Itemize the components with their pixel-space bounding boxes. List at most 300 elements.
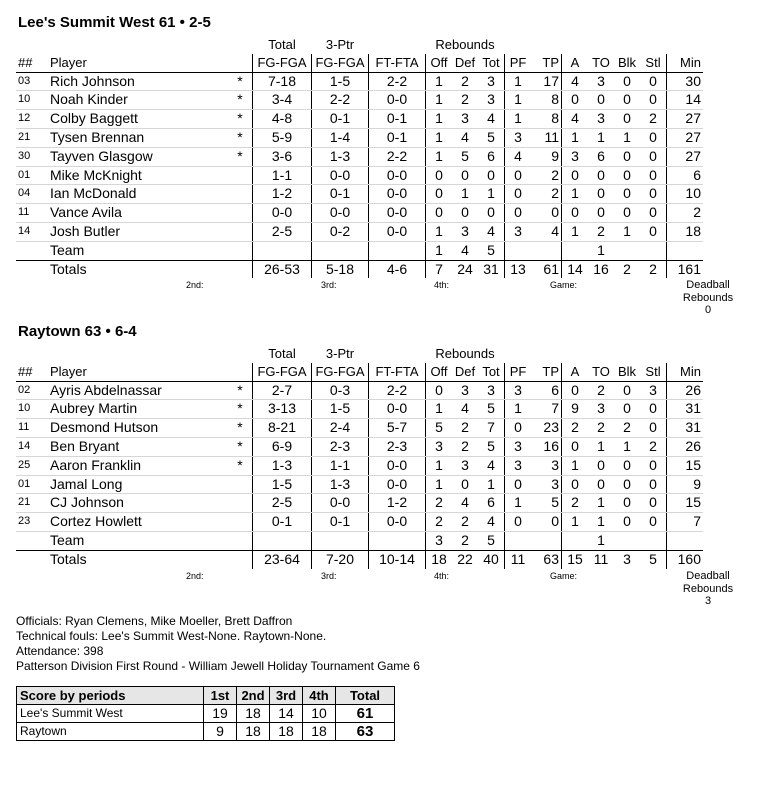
totals-pf: 13 (505, 260, 532, 278)
player-row (16, 72, 703, 91)
stat-stl: 0 (640, 204, 667, 223)
player-number: 01 (16, 475, 48, 494)
stat-pf: 3 (505, 456, 532, 475)
stat-to: 1 (588, 437, 614, 456)
player-row (16, 475, 703, 494)
stat-fg: 1-5 (253, 475, 312, 494)
totals-a: 15 (562, 550, 589, 568)
periods-header-cell: Total (336, 687, 395, 705)
stat-a: 9 (562, 400, 589, 419)
officials: Officials: Ryan Clemens, Mike Moeller, Brett Daffron (16, 614, 293, 628)
periods-cell: 18 (303, 723, 336, 741)
technical-fouls: Technical fouls: Lee's Summit West-None. Raytown-None. (16, 629, 327, 643)
player-name: Ayris Abdelnassar (48, 381, 228, 400)
stat-fg: 8-21 (253, 419, 312, 438)
stat-def: 3 (452, 222, 478, 241)
header-3fg: FG-FGA (312, 54, 369, 72)
stat-fg: 1-3 (253, 456, 312, 475)
stat-tp: 3 (531, 475, 562, 494)
deadball-rebounds-raytown: Deadball Rebounds 3 (682, 570, 734, 607)
stat-def: 2 (452, 513, 478, 532)
player-number: 25 (16, 456, 48, 475)
stat-blk: 1 (614, 437, 640, 456)
stat-stl: 2 (640, 110, 667, 129)
header-stl: Stl (640, 363, 667, 381)
stat-stl: 0 (640, 475, 667, 494)
team-label: Team (50, 531, 85, 548)
header-min: Min (667, 54, 704, 72)
stat-a: 4 (562, 72, 589, 91)
stat-tot: 1 (478, 475, 505, 494)
stat-off: 0 (426, 166, 453, 185)
stat-tp: 6 (531, 381, 562, 400)
stat-to: 3 (588, 110, 614, 129)
stat-a: 3 (562, 147, 589, 166)
stat-3fg: 0-0 (312, 494, 369, 513)
stat-a: 1 (562, 456, 589, 475)
player-number: 14 (16, 437, 48, 456)
stat-ft: 2-2 (369, 381, 426, 400)
totals-tp: 63 (531, 550, 562, 568)
stat-ft: 2-2 (369, 72, 426, 91)
stat-tot: 5 (478, 437, 505, 456)
periods-cell: 63 (336, 723, 395, 741)
player-number: 11 (16, 204, 48, 223)
stat-pf: 1 (505, 494, 532, 513)
summary-period-name: 4th: (434, 571, 450, 581)
stat-fg: 3-4 (253, 91, 312, 110)
starter-mark (228, 185, 253, 204)
stat-a: 0 (562, 91, 589, 110)
stat-fg: 1-2 (253, 185, 312, 204)
periods-header-cell: 3rd (270, 687, 303, 705)
periods-cell: 61 (336, 705, 395, 723)
stat-def: 2 (452, 419, 478, 438)
summary-period-name: Game: (550, 571, 578, 581)
stat-ft: 1-2 (369, 494, 426, 513)
stat-fg: 3-13 (253, 400, 312, 419)
stat-a: 0 (562, 475, 589, 494)
player-row (16, 494, 703, 513)
player-name: Jamal Long (48, 475, 228, 494)
stat-stl: 0 (640, 185, 667, 204)
starter-mark (228, 166, 253, 185)
stat-def: 4 (452, 494, 478, 513)
stat-to: 0 (588, 185, 614, 204)
stat-ft: 5-7 (369, 419, 426, 438)
stat-def: 2 (452, 437, 478, 456)
player-name: Tayven Glasgow (48, 147, 228, 166)
stat-pf: 3 (505, 222, 532, 241)
stat-fg: 2-5 (253, 494, 312, 513)
stat-to: 2 (588, 222, 614, 241)
stat-blk: 0 (614, 494, 640, 513)
stat-def: 0 (452, 475, 478, 494)
stat-tp: 9 (531, 147, 562, 166)
starter-mark: * (228, 456, 253, 475)
stat-ft: 0-0 (369, 91, 426, 110)
starter-mark (228, 204, 253, 223)
stat-3fg: 0-3 (312, 381, 369, 400)
team-to: 1 (597, 531, 605, 548)
stat-off: 1 (426, 475, 453, 494)
stat-to: 0 (588, 204, 614, 223)
stat-tot: 4 (478, 110, 505, 129)
player-name: Ben Bryant (48, 437, 228, 456)
stat-3fg: 2-4 (312, 419, 369, 438)
player-number: 04 (16, 185, 48, 204)
stat-min: 27 (667, 128, 704, 147)
stat-tp: 4 (531, 222, 562, 241)
stat-pf: 4 (505, 147, 532, 166)
team-off: 1 (426, 241, 453, 260)
player-row (16, 185, 703, 204)
stat-off: 1 (426, 222, 453, 241)
stat-pf: 3 (505, 128, 532, 147)
starter-mark: * (228, 147, 253, 166)
periods-cell: Lee's Summit West (17, 705, 204, 723)
stat-blk: 0 (614, 381, 640, 400)
stat-def: 4 (452, 400, 478, 419)
stat-tp: 0 (531, 513, 562, 532)
header-3ptr: 3-Ptr (325, 346, 355, 361)
team-row (16, 531, 703, 550)
player-number: 10 (16, 91, 48, 110)
totals-label: Totals (48, 260, 228, 278)
stat-stl: 0 (640, 72, 667, 91)
header-3fg: FG-FGA (312, 363, 369, 381)
stat-tot: 3 (478, 91, 505, 110)
boxscore-table-raytown (16, 345, 703, 569)
stat-tot: 5 (478, 128, 505, 147)
totals-to: 16 (588, 260, 614, 278)
stat-tp: 0 (531, 204, 562, 223)
stat-tot: 0 (478, 204, 505, 223)
stat-a: 0 (562, 166, 589, 185)
player-name: Desmond Hutson (48, 419, 228, 438)
stat-pf: 0 (505, 185, 532, 204)
periods-header-cell: 2nd (237, 687, 270, 705)
game-description: Patterson Division First Round - William Jewell Holiday Tournament Game 6 (16, 659, 420, 673)
team-title-lsw: Lee's Summit West 61 • 2-5 (18, 14, 211, 31)
player-row (16, 166, 703, 185)
stat-stl: 0 (640, 494, 667, 513)
stat-pf: 1 (505, 72, 532, 91)
stat-tp: 16 (531, 437, 562, 456)
periods-cell: 19 (204, 705, 237, 723)
totals-stl: 2 (640, 260, 667, 278)
stat-def: 3 (452, 110, 478, 129)
stat-def: 3 (452, 456, 478, 475)
stat-fg: 1-1 (253, 166, 312, 185)
team-title-raytown: Raytown 63 • 6-4 (18, 323, 137, 340)
stat-min: 26 (667, 381, 704, 400)
stat-tot: 0 (478, 166, 505, 185)
player-name: Noah Kinder (48, 91, 228, 110)
stat-min: 15 (667, 494, 704, 513)
starter-mark: * (228, 437, 253, 456)
stat-def: 5 (452, 147, 478, 166)
stat-3fg: 0-0 (312, 166, 369, 185)
stat-tp: 5 (531, 494, 562, 513)
player-name: Aubrey Martin (48, 400, 228, 419)
stat-3fg: 1-1 (312, 456, 369, 475)
stat-def: 1 (452, 185, 478, 204)
summary-period-name: 2nd: (186, 280, 204, 290)
team-row (16, 241, 703, 260)
stat-blk: 0 (614, 166, 640, 185)
stat-blk: 2 (614, 419, 640, 438)
stat-blk: 0 (614, 475, 640, 494)
stat-tot: 4 (478, 222, 505, 241)
header-row-groups (16, 36, 703, 54)
stat-tp: 11 (531, 128, 562, 147)
player-number: 30 (16, 147, 48, 166)
player-number: 21 (16, 128, 48, 147)
header-3ptr: 3-Ptr (325, 37, 355, 52)
score-by-periods-table (16, 686, 395, 741)
stat-off: 1 (426, 147, 453, 166)
stat-to: 3 (588, 72, 614, 91)
header-num: ## (16, 363, 48, 381)
stat-to: 1 (588, 128, 614, 147)
stat-fg: 2-5 (253, 222, 312, 241)
player-row (16, 400, 703, 419)
stat-ft: 0-0 (369, 185, 426, 204)
stat-fg: 0-0 (253, 204, 312, 223)
stat-pf: 0 (505, 204, 532, 223)
stat-tp: 2 (531, 185, 562, 204)
header-stl: Stl (640, 54, 667, 72)
deadball-rebounds-lsw: Deadball Rebounds 0 (682, 279, 734, 316)
stat-off: 5 (426, 419, 453, 438)
stat-off: 1 (426, 91, 453, 110)
header-blk: Blk (614, 54, 640, 72)
stat-to: 3 (588, 400, 614, 419)
stat-min: 27 (667, 147, 704, 166)
summary-period-name: 3rd: (321, 280, 337, 290)
header-tp: TP (531, 363, 562, 381)
header-blk: Blk (614, 363, 640, 381)
stat-tp: 8 (531, 110, 562, 129)
player-name: Josh Butler (48, 222, 228, 241)
stat-pf: 0 (505, 475, 532, 494)
player-number: 01 (16, 166, 48, 185)
header-rebounds: Rebounds (435, 37, 495, 52)
totals-ft: 10-14 (369, 550, 426, 568)
stat-a: 2 (562, 419, 589, 438)
stat-stl: 2 (640, 437, 667, 456)
totals-row (16, 260, 703, 278)
stat-tot: 7 (478, 419, 505, 438)
stat-3fg: 2-3 (312, 437, 369, 456)
stat-ft: 0-0 (369, 400, 426, 419)
stat-fg: 6-9 (253, 437, 312, 456)
stat-blk: 0 (614, 185, 640, 204)
team-to: 1 (597, 241, 605, 258)
header-row-columns (16, 363, 703, 381)
starter-mark: * (228, 72, 253, 91)
totals-def: 22 (452, 550, 478, 568)
stat-def: 3 (452, 381, 478, 400)
periods-cell: 9 (204, 723, 237, 741)
header-a: A (562, 54, 589, 72)
header-player: Player (48, 363, 228, 381)
stat-to: 0 (588, 166, 614, 185)
starter-mark: * (228, 128, 253, 147)
stat-off: 1 (426, 72, 453, 91)
player-row (16, 456, 703, 475)
stat-ft: 0-1 (369, 128, 426, 147)
stat-a: 1 (562, 513, 589, 532)
player-row (16, 381, 703, 400)
periods-cell: 18 (270, 723, 303, 741)
starter-mark (228, 475, 253, 494)
header-to: TO (588, 54, 614, 72)
stat-min: 30 (667, 72, 704, 91)
header-pf: PF (505, 54, 532, 72)
stat-off: 1 (426, 128, 453, 147)
stat-3fg: 0-1 (312, 110, 369, 129)
stat-def: 4 (452, 128, 478, 147)
player-name: Ian McDonald (48, 185, 228, 204)
stat-pf: 1 (505, 91, 532, 110)
stat-ft: 0-0 (369, 475, 426, 494)
starter-mark: * (228, 419, 253, 438)
stat-a: 0 (562, 204, 589, 223)
stat-off: 1 (426, 400, 453, 419)
stat-tot: 4 (478, 513, 505, 532)
stat-tp: 2 (531, 166, 562, 185)
stat-to: 0 (588, 475, 614, 494)
stat-blk: 0 (614, 400, 640, 419)
stat-pf: 0 (505, 513, 532, 532)
player-row (16, 110, 703, 129)
stat-3fg: 2-2 (312, 91, 369, 110)
header-total: Total (268, 346, 296, 361)
stat-tp: 17 (531, 72, 562, 91)
player-number: 21 (16, 494, 48, 513)
stat-tot: 6 (478, 147, 505, 166)
stat-tot: 3 (478, 72, 505, 91)
stat-3fg: 1-4 (312, 128, 369, 147)
stat-ft: 0-0 (369, 222, 426, 241)
stat-blk: 0 (614, 513, 640, 532)
team-label: Team (50, 241, 85, 258)
stat-min: 31 (667, 419, 704, 438)
stat-ft: 0-0 (369, 204, 426, 223)
stat-stl: 0 (640, 456, 667, 475)
stat-ft: 2-2 (369, 147, 426, 166)
stat-blk: 0 (614, 147, 640, 166)
stat-tot: 5 (478, 400, 505, 419)
player-row (16, 222, 703, 241)
totals-off: 7 (426, 260, 453, 278)
player-row (16, 147, 703, 166)
header-a: A (562, 363, 589, 381)
periods-cell: 14 (270, 705, 303, 723)
player-row (16, 419, 703, 438)
player-number: 11 (16, 419, 48, 438)
team-tot: 5 (487, 241, 495, 258)
stat-3fg: 1-5 (312, 72, 369, 91)
stat-3fg: 0-2 (312, 222, 369, 241)
totals-fg: 23-64 (253, 550, 312, 568)
stat-def: 2 (452, 91, 478, 110)
player-name: Cortez Howlett (48, 513, 228, 532)
header-total: Total (268, 37, 296, 52)
stat-min: 15 (667, 456, 704, 475)
player-row (16, 204, 703, 223)
stat-tp: 3 (531, 456, 562, 475)
stat-pf: 1 (505, 400, 532, 419)
stat-stl: 0 (640, 419, 667, 438)
stat-off: 1 (426, 110, 453, 129)
team-off: 3 (426, 531, 453, 550)
stat-stl: 0 (640, 513, 667, 532)
header-player: Player (48, 54, 228, 72)
team-def: 2 (461, 531, 469, 548)
stat-to: 2 (588, 381, 614, 400)
player-number: 03 (16, 72, 48, 91)
boxscore-table-lsw (16, 36, 703, 278)
player-number: 12 (16, 110, 48, 129)
stat-a: 0 (562, 381, 589, 400)
stat-tot: 3 (478, 381, 505, 400)
totals-label: Totals (48, 550, 228, 568)
header-off: Off (426, 54, 453, 72)
stat-blk: 0 (614, 456, 640, 475)
totals-pf: 11 (505, 550, 532, 568)
stat-tot: 4 (478, 456, 505, 475)
stat-def: 0 (452, 166, 478, 185)
stat-tp: 23 (531, 419, 562, 438)
periods-team-row (17, 705, 395, 723)
stat-fg: 2-7 (253, 381, 312, 400)
stat-min: 10 (667, 185, 704, 204)
stat-blk: 0 (614, 91, 640, 110)
stat-def: 0 (452, 204, 478, 223)
starter-mark (228, 513, 253, 532)
totals-stl: 5 (640, 550, 667, 568)
stat-min: 26 (667, 437, 704, 456)
header-to: TO (588, 363, 614, 381)
stat-blk: 0 (614, 204, 640, 223)
summary-period-name: Game: (550, 280, 578, 290)
stat-ft: 0-0 (369, 166, 426, 185)
header-fg: FG-FGA (253, 363, 312, 381)
stat-pf: 0 (505, 166, 532, 185)
stat-a: 0 (562, 437, 589, 456)
stat-fg: 3-6 (253, 147, 312, 166)
stat-def: 2 (452, 72, 478, 91)
starter-mark: * (228, 381, 253, 400)
header-num: ## (16, 54, 48, 72)
header-pf: PF (505, 363, 532, 381)
stat-stl: 0 (640, 400, 667, 419)
stat-stl: 0 (640, 128, 667, 147)
stat-off: 2 (426, 494, 453, 513)
stat-min: 7 (667, 513, 704, 532)
stat-off: 2 (426, 513, 453, 532)
stat-blk: 1 (614, 222, 640, 241)
stat-to: 1 (588, 494, 614, 513)
periods-cell: Raytown (17, 723, 204, 741)
summary-period-name: 3rd: (321, 571, 337, 581)
stat-stl: 0 (640, 222, 667, 241)
header-def: Def (452, 363, 478, 381)
totals-off: 18 (426, 550, 453, 568)
